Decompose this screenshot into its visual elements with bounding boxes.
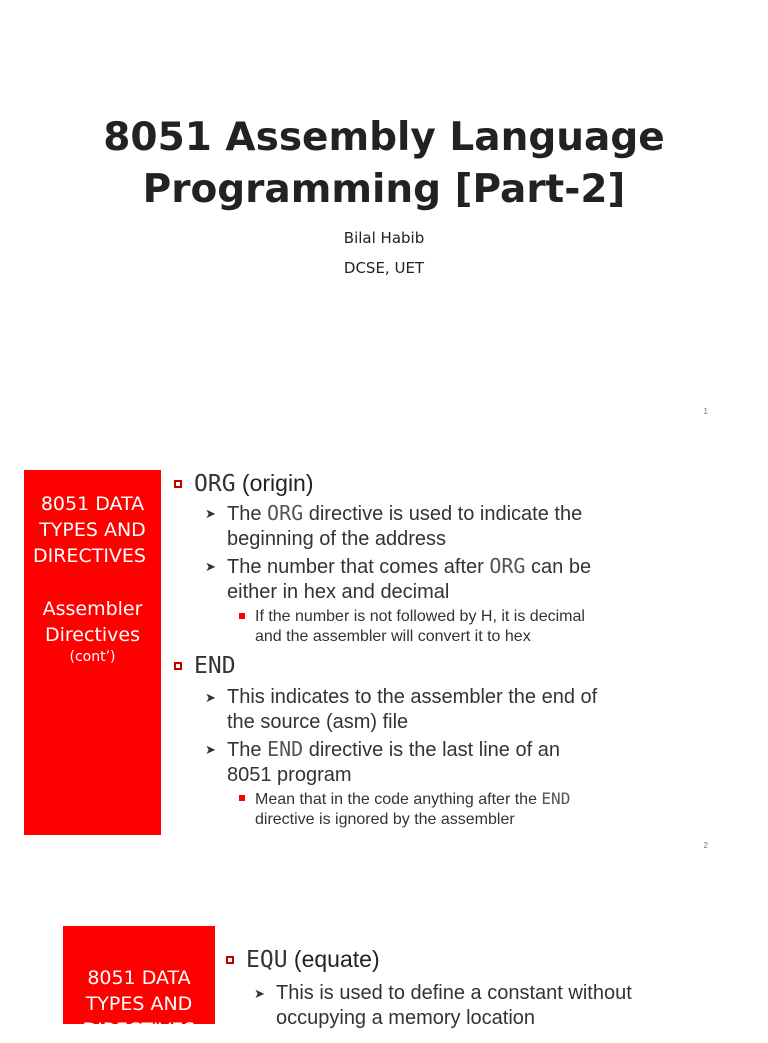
section-panel — [24, 470, 161, 835]
page-number-1: 1 — [703, 407, 708, 416]
org-sub-bullet: If the number is not followed by H, it is decimal and the assembler will convert it to hex — [255, 607, 585, 647]
panel-title-line-2: Directives — [45, 624, 140, 646]
arrow-bullet-icon: ➤ — [254, 986, 265, 1001]
panel-cont: (cont’) — [69, 649, 116, 665]
section-line-2: TYPES AND — [85, 993, 193, 1015]
end-sub-bullet: Mean that in the code anything after the END directive is ignored by the assembler — [255, 789, 570, 830]
arrow-bullet-icon: ➤ — [205, 742, 216, 757]
end-bullet-1: ➤ This indicates to the assembler the end of the source (asm) file — [205, 686, 598, 733]
presentation-title — [0, 112, 768, 216]
square-bullet-icon — [226, 956, 234, 964]
page-number-2: 2 — [703, 841, 708, 850]
org-bullet-2: ➤ The number that comes after ORG can be either in hex and decimal — [205, 554, 592, 603]
end-keyword: END — [194, 653, 236, 679]
org-label: (origin) — [235, 470, 314, 496]
arrow-bullet-icon: ➤ — [205, 506, 216, 521]
equ-heading — [226, 946, 380, 973]
org-keyword: ORG — [194, 471, 236, 497]
affiliation: DCSE, UET — [343, 259, 425, 277]
arrow-bullet-icon: ➤ — [205, 559, 216, 574]
square-bullet-icon — [174, 480, 182, 488]
author-name: Bilal Habib — [343, 229, 425, 247]
section-panel-3 — [63, 926, 215, 1041]
org-bullet-1: ➤ The ORG directive is used to indicate the beginning of the address — [205, 501, 583, 550]
section-line-1: 8051 DATA — [40, 493, 145, 515]
section-line-3: DIRECTIVES — [33, 545, 146, 567]
end-bullet-2: ➤ The END directive is the last line of an 8051 program — [205, 737, 560, 786]
title-line-2: Programming [Part-2] — [142, 167, 626, 212]
section-line-1: 8051 DATA — [87, 967, 191, 989]
equ-keyword: EQU — [246, 947, 288, 973]
red-square-bullet-icon — [239, 795, 245, 801]
square-bullet-icon — [174, 662, 182, 670]
title-line-1: 8051 Assembly Language — [103, 115, 665, 160]
section-line-2: TYPES AND — [39, 519, 146, 541]
equ-label: (equate) — [287, 946, 380, 972]
section-line-3: DIRECTIVES — [82, 1019, 196, 1041]
arrow-bullet-icon: ➤ — [205, 690, 216, 705]
end-heading — [174, 652, 236, 679]
equ-bullet-1: ➤ This is used to define a constant without occupying a memory location — [254, 982, 632, 1029]
red-square-bullet-icon — [239, 613, 245, 619]
org-heading — [174, 470, 314, 497]
panel-title-line-1: Assembler — [42, 598, 143, 620]
